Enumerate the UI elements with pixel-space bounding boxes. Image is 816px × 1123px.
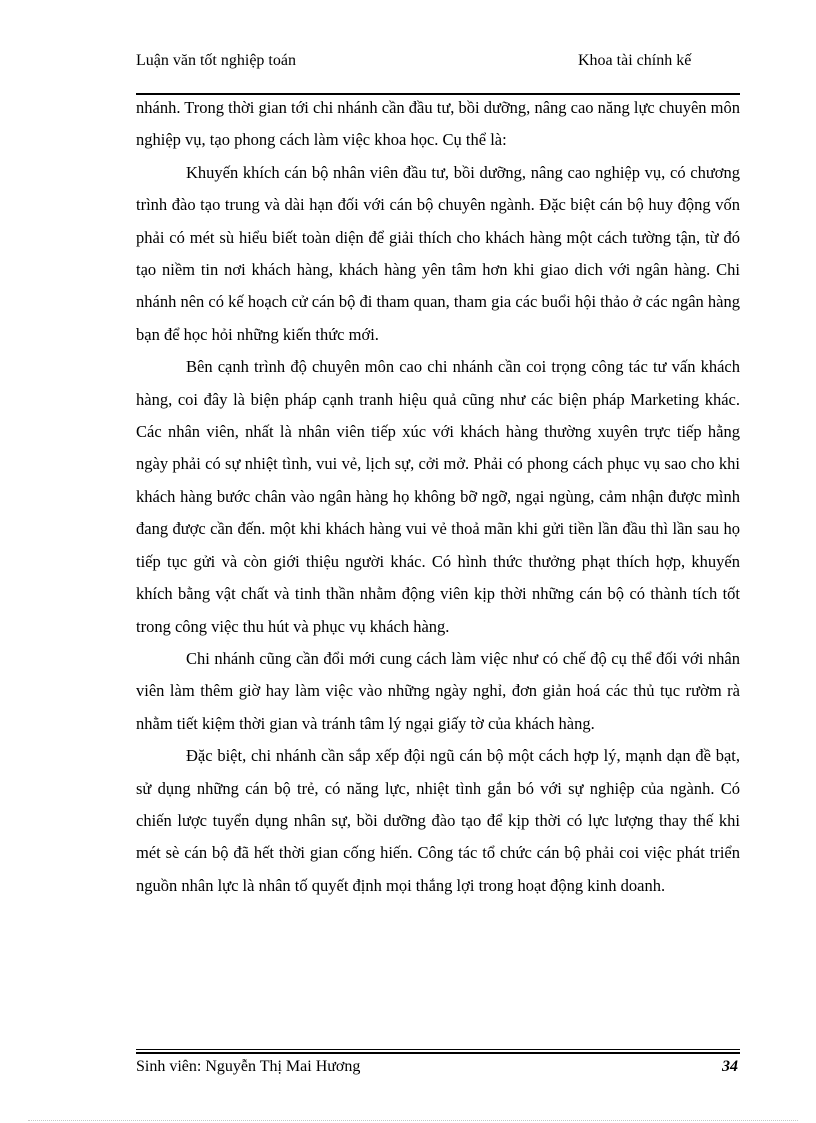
page-number: 34 [722,1058,738,1075]
page-edge [28,1120,798,1121]
paragraph: Chi nhánh cũng cần đổi mới cung cách làm việc như có chế độ cụ thể đối với nhân viên làm thêm giờ hay làm việc vào những ngày nghỉ, đơn giản hoá các thủ tục rườm rà nhằm tiết kiệm thời gian và tránh tâm lý ngại giấy tờ của khách hàng. [136,648,740,733]
footer-divider-thick [136,1052,740,1054]
header-title-left: Luận văn tốt nghiệp toán [136,52,296,69]
footer-divider [136,1049,740,1050]
paragraph: nhánh. Trong thời gian tới chi nhánh cần đầu tư, bồi dưỡng, nâng cao năng lực chuyên môn nghiệp vụ, tạo phong cách làm việc khoa học. Cụ thể là: [136,98,740,150]
header-title-right: Khoa tài chính kế [578,52,692,69]
body-text [136,92,740,902]
paragraph: Khuyến khích cán bộ nhân viên đầu tư, bồi dưỡng, nâng cao nghiệp vụ, có chương trình đào tạo trung và dài hạn đối với cán bộ chuyên ngành. Đặc biệt cán bộ huy động vốn phải có mét sù hiểu biết toàn diện để giải thích cho khách hàng một cách tường tận, từ đó tạo niềm tin nơi khách hàng, khách hàng yên tâm hơn khi giao dich với ngân hàng. Chi nhánh nên có kế hoạch cử cán bộ đi tham quan, tham gia các buổi hội thảo ở các ngân hàng bạn để học hỏi những kiến thức mới. [136,162,740,344]
paragraph: Đặc biệt, chi nhánh cần sắp xếp đội ngũ cán bộ một cách hợp lý, mạnh dạn đề bạt, sử dụng những cán bộ trẻ, có năng lực, nhiệt tình gắn bó với sự nghiệp của ngành. Có chiến lược tuyển dụng nhân sự, bồi dưỡng đào tạo để kịp thời có lực lượng thay thế khi mét sè cán bộ đã hết thời gian cống hiến. Công tác tổ chức cán bộ phải coi việc phát triển nguồn nhân lực là nhân tố quyết định mọi thắng lợi trong hoạt động kinh doanh. [136,746,740,895]
paragraph: Bên cạnh trình độ chuyên môn cao chi nhánh cần coi trọng công tác tư vấn khách hàng, coi đây là biện pháp cạnh tranh hiệu quả cũng như các biện pháp Marketing khác. Các nhân viên, nhất là nhân viên tiếp xúc với khách hàng thường xuyên trực tiếp hằng ngày phải có sự nhiệt tình, vui vẻ, lịch sự, cởi mở. Phải có phong cách phục vụ sao cho khi khách hàng bước chân vào ngân hàng họ không bỡ ngỡ, ngại ngùng, cảm nhận được mình đang được cần đến. một khi khách hàng vui vẻ thoả mãn khi gửi tiền lần đầu thì lần sau họ tiếp tục gửi và còn giới thiệu người khác. Có hình thức thưởng phạt thích hợp, khuyến khích bằng vật chất và tinh thần nhằm động viên kịp thời những cán bộ có thành tích tốt trong công việc thu hút và phục vụ khách hàng. [136,357,740,636]
footer-student-name: Sinh viên: Nguyễn Thị Mai Hương [136,1058,361,1075]
